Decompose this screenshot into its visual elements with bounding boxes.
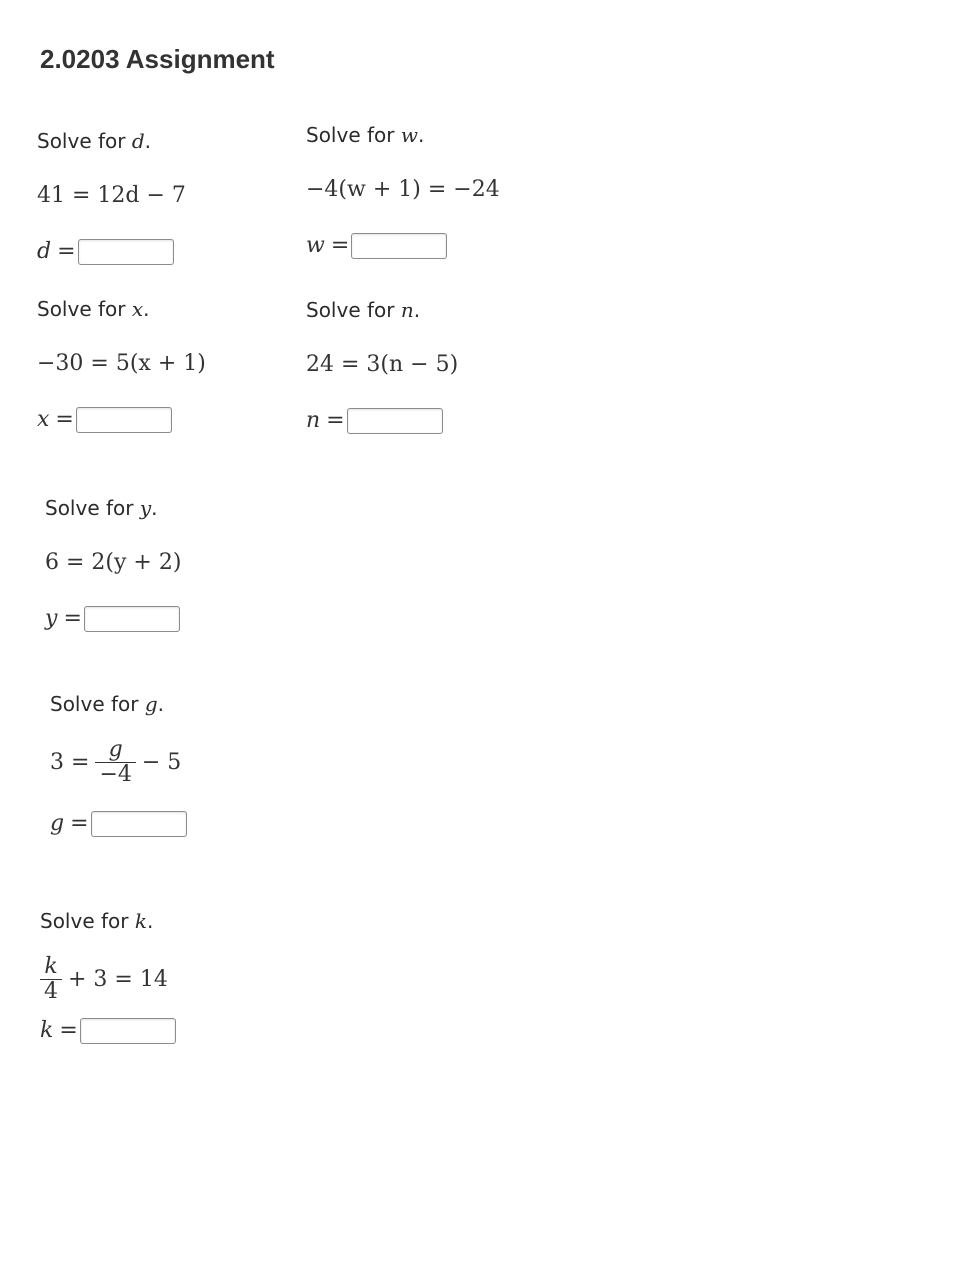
answer-equals: = — [326, 408, 345, 433]
prompt-suffix: . — [143, 297, 150, 321]
prompt-suffix: . — [417, 123, 425, 147]
answer-variable: y — [45, 606, 58, 631]
prompt-prefix: Solve for — [37, 297, 132, 321]
answer-input-x[interactable] — [76, 407, 172, 433]
problem-solve-for-g — [50, 690, 187, 839]
prompt-variable: d — [131, 129, 145, 153]
problem-solve-for-y — [45, 494, 181, 634]
prompt-variable: n — [400, 298, 414, 322]
answer-row — [37, 405, 206, 435]
problem-prompt — [37, 127, 186, 155]
answer-equals: = — [57, 239, 76, 264]
equation-right: − 5 — [141, 750, 182, 775]
problem-prompt — [306, 121, 500, 149]
problem-equation: −30 = 5(x + 1) — [37, 351, 206, 376]
problem-solve-for-w — [306, 121, 500, 261]
answer-row — [306, 406, 458, 436]
problem-equation: 6 = 2(y + 2) — [45, 550, 182, 575]
answer-variable: d — [37, 239, 52, 264]
answer-variable: k — [40, 1018, 54, 1043]
answer-equals: = — [70, 811, 89, 836]
answer-row — [45, 604, 181, 634]
answer-row — [40, 1016, 176, 1046]
prompt-variable: y — [139, 496, 152, 520]
fraction-numerator — [40, 955, 61, 979]
fraction-denominator: 4 — [44, 979, 58, 1004]
prompt-prefix: Solve for — [50, 692, 145, 716]
equation-right: + 3 = 14 — [68, 967, 168, 992]
problem-equation — [50, 738, 187, 787]
answer-row — [37, 237, 186, 267]
answer-variable: g — [50, 811, 65, 836]
fraction — [40, 955, 62, 1004]
prompt-prefix: Solve for — [37, 129, 132, 153]
answer-equals: = — [55, 407, 74, 432]
prompt-suffix: . — [144, 129, 152, 153]
answer-equals: = — [63, 606, 82, 631]
answer-input-w[interactable] — [351, 233, 447, 259]
prompt-prefix: Solve for — [306, 298, 401, 322]
answer-input-d[interactable] — [78, 239, 174, 265]
prompt-variable: k — [134, 909, 147, 933]
prompt-variable: w — [400, 123, 418, 147]
problem-solve-for-k — [40, 907, 176, 1046]
answer-equals: = — [59, 1018, 78, 1043]
answer-input-n[interactable] — [347, 408, 443, 434]
problem-prompt — [37, 295, 206, 323]
problem-solve-for-n — [306, 296, 458, 436]
fraction-numerator — [105, 738, 127, 762]
problem-equation: 24 = 3(n − 5) — [306, 352, 459, 377]
prompt-variable: g — [144, 692, 158, 716]
answer-input-k[interactable] — [80, 1018, 176, 1044]
answer-input-y[interactable] — [84, 606, 180, 632]
equation-left: 3 = — [50, 750, 90, 775]
prompt-suffix: . — [151, 496, 158, 520]
problem-prompt — [45, 494, 181, 522]
page-title: 2.0203 Assignment — [40, 44, 275, 74]
prompt-suffix: . — [413, 298, 421, 322]
problem-equation: −4(w + 1) = −24 — [306, 177, 500, 202]
fraction-denominator: −4 — [99, 762, 132, 787]
numerator-value: g — [108, 737, 123, 762]
prompt-prefix: Solve for — [40, 909, 135, 933]
prompt-prefix: Solve for — [45, 496, 140, 520]
answer-row — [50, 809, 187, 839]
prompt-variable: x — [131, 297, 144, 321]
answer-variable: w — [306, 233, 325, 258]
problem-prompt — [306, 296, 458, 324]
answer-row — [306, 231, 500, 261]
answer-input-g[interactable] — [91, 811, 187, 837]
fraction — [95, 738, 135, 787]
answer-variable: x — [37, 407, 50, 432]
numerator-value: k — [44, 954, 58, 979]
problem-solve-for-d — [37, 127, 186, 267]
answer-equals: = — [330, 233, 350, 258]
problem-equation: 41 = 12d − 7 — [37, 183, 186, 208]
prompt-prefix: Solve for — [306, 123, 401, 147]
prompt-suffix: . — [157, 692, 165, 716]
problem-solve-for-x — [37, 295, 206, 435]
answer-variable: n — [306, 408, 321, 433]
problem-equation — [34, 955, 176, 1004]
prompt-suffix: . — [146, 909, 154, 933]
problem-prompt — [40, 907, 176, 935]
problem-prompt — [50, 690, 187, 718]
